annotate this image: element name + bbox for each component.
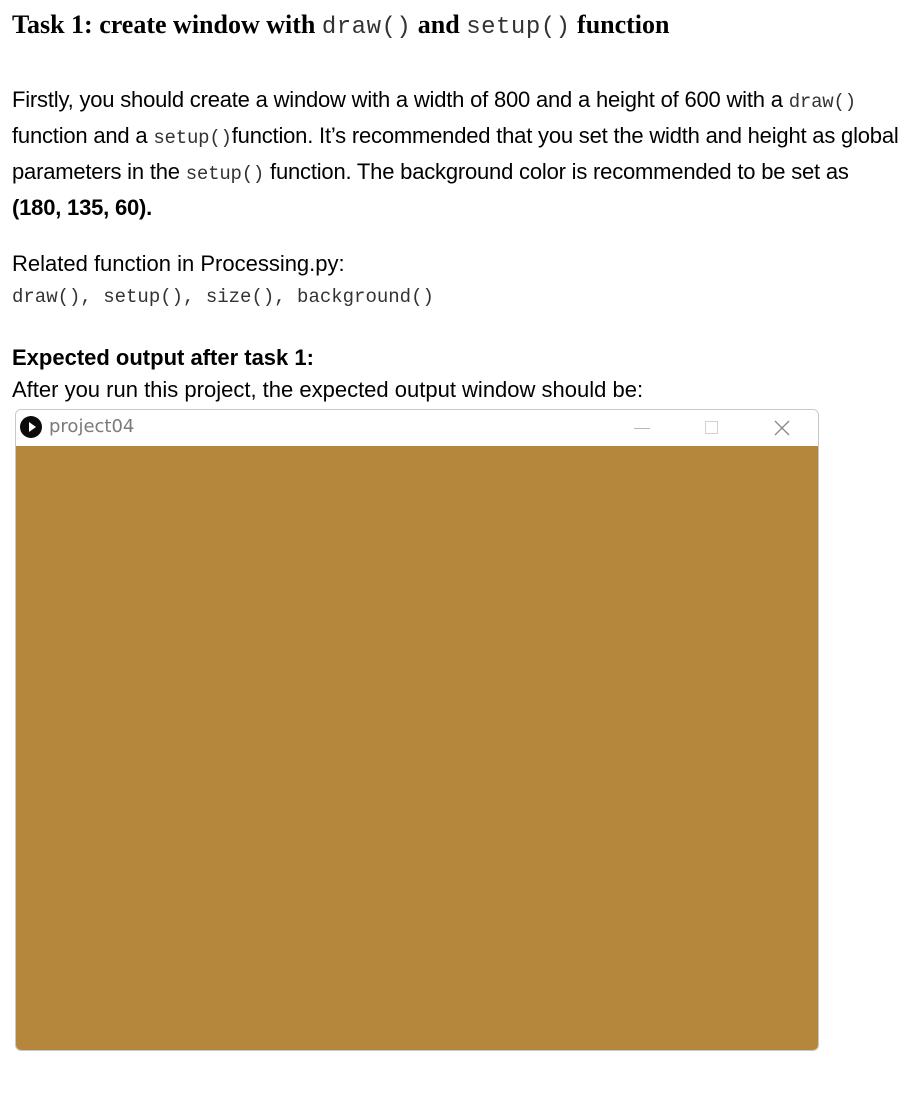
title-suffix: function [577,10,670,39]
intro-code-draw: draw() [788,91,856,113]
intro-code-setup: setup() [153,127,232,149]
background-color-value: (180, 135, 60). [12,195,153,220]
expected-output-heading: Expected output after task 1: [12,345,314,370]
play-icon [20,416,42,438]
intro-text-3: function. It’s recommended that you set the width and height as global parameters in the [12,123,899,184]
sketch-canvas [16,446,818,1050]
output-window-screenshot [15,409,819,1051]
related-functions [12,281,434,313]
intro-text-1: Firstly, you should create a window with a width of 800 and a height of 600 with a [12,87,783,112]
title-prefix: Task 1: create window with [12,10,316,39]
functions-list: draw(), setup(), size(), background() [12,286,434,308]
window-title: project04 [49,416,135,437]
maximize-icon[interactable] [702,418,722,438]
task-title [12,8,670,45]
title-code-setup: setup() [466,14,571,41]
related-label: Related function in Processing.py: [12,251,345,276]
minimize-icon[interactable] [632,418,652,438]
title-code-draw: draw() [321,14,412,41]
intro-paragraph [12,83,902,224]
intro-text-4: function. The background color is recommended to be set as [264,159,849,184]
title-and: and [417,10,460,39]
close-icon[interactable] [772,418,792,438]
window-titlebar [16,410,818,446]
expected-output-text: After you run this project, the expected output window should be: [12,377,644,402]
intro-text-2: function and a [12,123,154,148]
intro-code-setup-2: setup() [185,163,265,185]
